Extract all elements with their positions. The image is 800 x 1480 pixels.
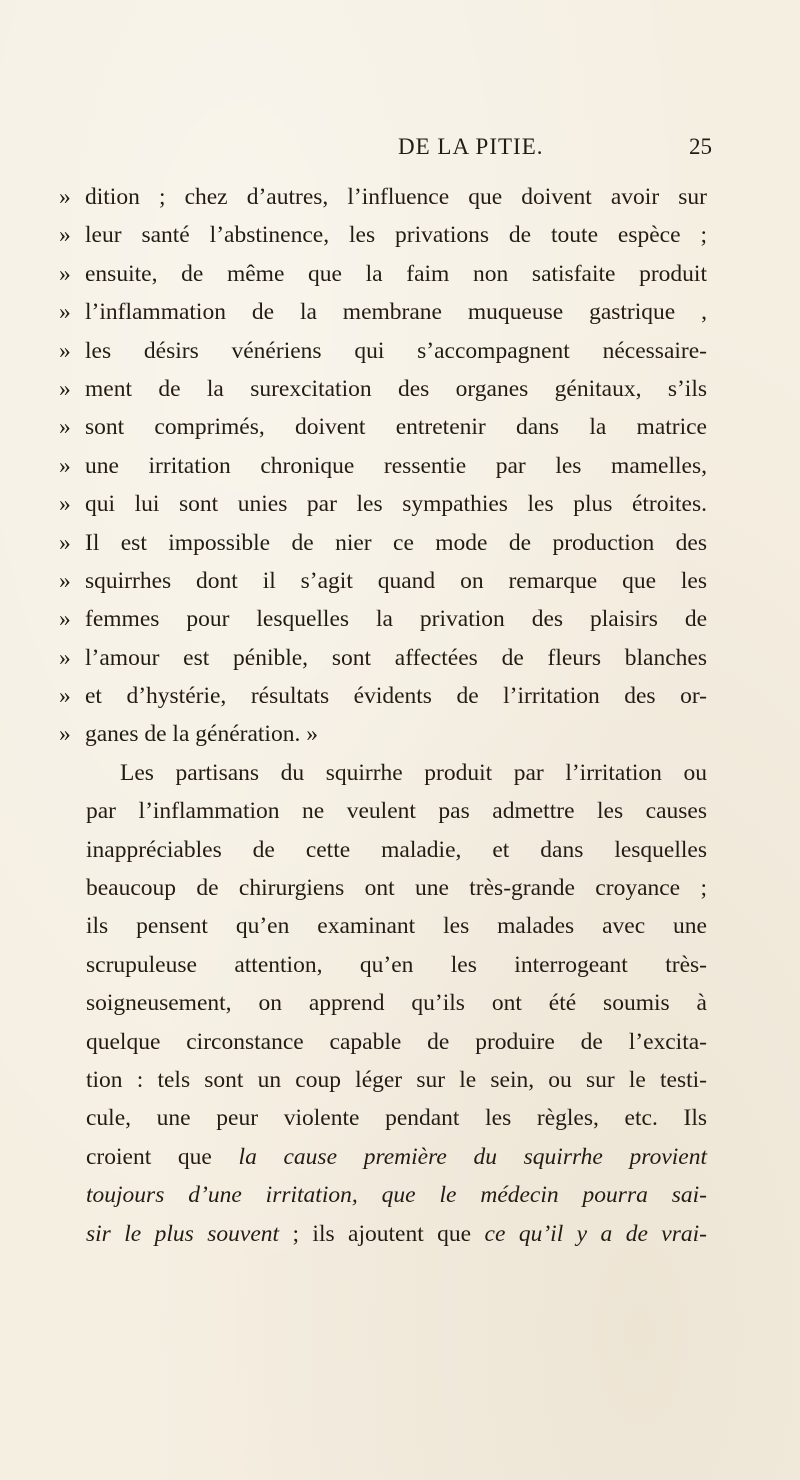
- quoted-line: [59, 293, 707, 331]
- italic-text: toujours d’une irritation, que le médecin pourra sai-: [86, 1182, 707, 1209]
- line-text: l’inflammation de la membrane muqueuse gastrique ,: [85, 299, 707, 326]
- quoted-line: [59, 332, 707, 370]
- paragraph-line: scrupuleuse attention, qu’en les interrogeant très-: [86, 951, 707, 978]
- paragraph-line: tion : tels sont un coup léger sur le sein, ou sur le testi-: [86, 1066, 707, 1093]
- line-text: qui lui sont unies par les sympathies les plus étroites.: [85, 491, 707, 518]
- line-text: ensuite, de même que la faim non satisfaite produit: [85, 260, 707, 287]
- quoted-line: [59, 677, 707, 715]
- quoted-line: [59, 562, 707, 600]
- line-text: ganes de la génération. »: [85, 721, 318, 748]
- paragraph-line: Les partisans du squirrhe produit par l’irritation ou: [120, 759, 707, 786]
- paragraph-line: [86, 1215, 707, 1253]
- quoted-line: [59, 178, 707, 216]
- line-text: sont comprimés, doivent entretenir dans la matrice: [85, 414, 707, 441]
- paragraph-line: [86, 1138, 707, 1176]
- line-text: leur santé l’abstinence, les privations de toute espèce ;: [85, 222, 707, 249]
- paragraph-line: beaucoup de chirurgiens ont une très-grande croyance ;: [86, 875, 707, 902]
- paragraph-line: quelque circonstance capable de produire de l’excita-: [86, 1028, 707, 1055]
- paragraph-line: soigneusement, on apprend qu’ils ont été soumis à: [86, 990, 707, 1017]
- line-text: Il est impossible de nier ce mode de production des: [85, 529, 707, 556]
- paragraph-line: ils pensent qu’en examinant les malades avec une: [86, 913, 707, 940]
- quote-mark: »: [59, 375, 71, 402]
- quote-mark: »: [59, 606, 71, 633]
- quoted-line: [59, 524, 707, 562]
- paragraph-line: [86, 1176, 707, 1214]
- italic-text: ce qu’il y a de vrai-: [484, 1220, 707, 1247]
- line-text: squirrhes dont il s’agit quand on remarque que les: [85, 567, 707, 594]
- quote-mark: »: [59, 567, 71, 594]
- italic-text: la cause première du squirrhe provient: [238, 1143, 707, 1170]
- line-text: les désirs vénériens qui s’accompagnent nécessaire-: [85, 337, 707, 364]
- italic-text: sir le plus souvent: [86, 1220, 280, 1247]
- body-text-block: [59, 178, 707, 1253]
- line-text: et d’hystérie, résultats évidents de l’irritation des or-: [85, 683, 707, 710]
- line-text: femmes pour lesquelles la privation des plaisirs de: [85, 606, 707, 633]
- paragraph-line: cule, une peur violente pendant les règles, etc. Ils: [86, 1105, 707, 1132]
- page-number: 25: [689, 134, 712, 159]
- quote-mark: »: [59, 184, 71, 210]
- quote-mark: »: [59, 337, 71, 364]
- paragraph: [59, 754, 707, 1253]
- quote-mark: »: [59, 721, 71, 748]
- line-text: l’amour est pénible, sont affectées de fleurs blanches: [85, 644, 707, 671]
- line-text: ; ils ajoutent que: [279, 1220, 485, 1247]
- quoted-line: [59, 715, 707, 753]
- quoted-line: [59, 255, 707, 293]
- running-title: DE LA PITIE.: [398, 134, 544, 159]
- quote-mark: »: [59, 683, 71, 710]
- quote-mark: »: [59, 452, 71, 479]
- quote-mark: »: [59, 222, 71, 249]
- line-text: ment de la surexcitation des organes génitaux, s’ils: [85, 375, 707, 402]
- quoted-line: [59, 600, 707, 638]
- quoted-line: [59, 485, 707, 523]
- quoted-line: [59, 639, 707, 677]
- quote-mark: »: [59, 414, 71, 441]
- quote-mark: »: [59, 644, 71, 671]
- quoted-line: [59, 447, 707, 485]
- running-head: [0, 134, 800, 174]
- paragraph-line: par l’inflammation ne veulent pas admettre les causes: [86, 798, 707, 825]
- quoted-line: [59, 216, 707, 254]
- quoted-line: [59, 408, 707, 446]
- quoted-line: [59, 370, 707, 408]
- quote-mark: »: [59, 529, 71, 556]
- quote-mark: »: [59, 299, 71, 326]
- paragraph-line: inappréciables de cette maladie, et dans lesquelles: [86, 836, 707, 863]
- quote-mark: »: [59, 260, 71, 287]
- line-text: croient que: [86, 1143, 239, 1170]
- quote-mark: »: [59, 491, 71, 518]
- line-text: une irritation chronique ressentie par les mamelles,: [85, 452, 707, 479]
- line-text: dition ; chez d’autres, l’influence que doivent avoir sur: [85, 184, 707, 210]
